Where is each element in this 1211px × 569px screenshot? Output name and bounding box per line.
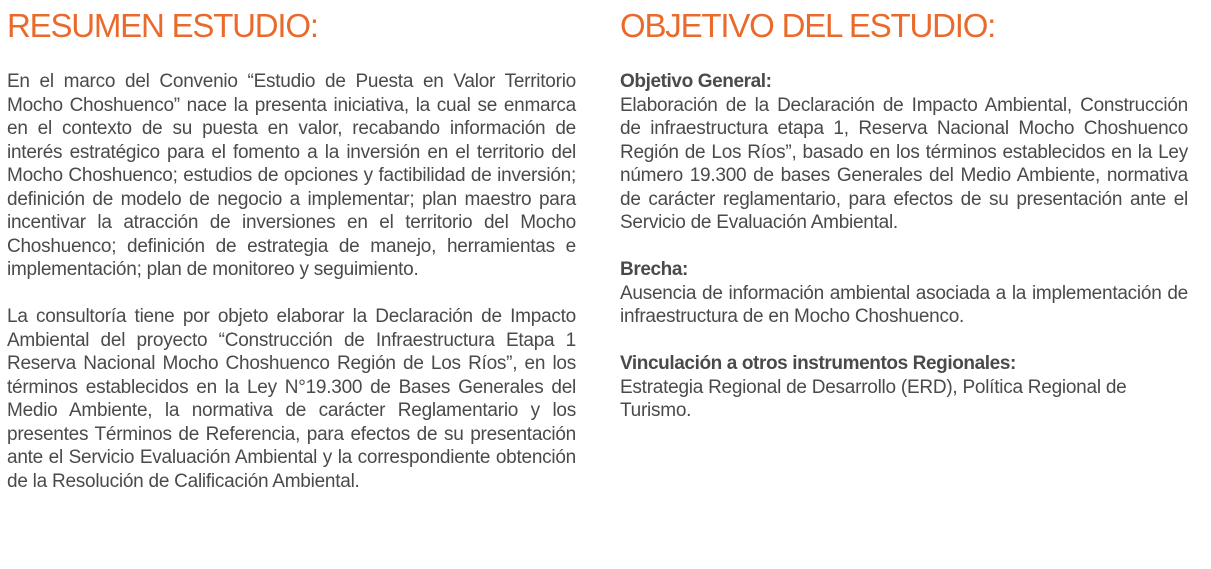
objetivo-general-label: Objetivo General:: [620, 71, 772, 92]
objetivo-estudio-heading: OBJETIVO DEL ESTUDIO:: [620, 7, 996, 44]
brecha-block: [620, 258, 1188, 329]
resumen-paragraph-2: La consultoría tiene por objeto elaborar la Declaración de Impacto Ambiental del proyecto “Construcción de Infraestructura Etapa 1 Reserva Nacional Mocho Choshuenco Región de Los Ríos”, en los términos establecidos en la Ley N°19.300 de Bases Generales del Medio Ambiente, la normativa de carácter Reglamentario y los presentes Términos de Referencia, para efectos de su presentación ante el Servicio Evaluación Ambiental y la correspondiente obtención de la Resolución de Calificación Ambiental.: [7, 306, 576, 492]
objetivo-general-text: Elaboración de la Declaración de Impacto Ambiental, Construcción de infraestructura etapa 1, Reserva Nacional Mocho Choshuenco Región de Los Ríos”, basado en los términos establecidos en la Ley número 19.300 de bases Generales del Medio Ambiente, normativa de carácter reglamentario, para efectos de su presentación ante el Servicio de Evaluación Ambiental.: [620, 94, 1188, 233]
objetivo-general-block: [620, 70, 1188, 235]
resumen-estudio-section: [7, 0, 576, 493]
brecha-text: Ausencia de información ambiental asociada a la implementación de infraestructura de en Mocho Choshuenco.: [620, 282, 1188, 327]
brecha-label: Brecha:: [620, 259, 688, 280]
resumen-paragraph-1: En el marco del Convenio “Estudio de Puesta en Valor Territorio Mocho Choshuenco” nace la presenta iniciativa, la cual se enmarca en el contexto de su puesta en valor, recabando información de interés estratégico para el fomento a la inversión en el territorio del Mocho Choshuenco; estudios de opciones y factibilidad de inversión; definición de modelo de negocio a implementar; plan maestro para incentivar la atracción de inversiones en el territorio del Mocho Choshuenco; definición de estrategia de manejo, herramientas e implementación; plan de monitoreo y seguimiento.: [7, 71, 576, 280]
vinculacion-block: [620, 352, 1188, 423]
resumen-estudio-heading: RESUMEN ESTUDIO:: [7, 7, 318, 44]
objetivo-estudio-section: [620, 0, 1188, 423]
vinculacion-text: Estrategia Regional de Desarrollo (ERD), Política Regional de Turismo.: [620, 376, 1127, 421]
vinculacion-label: Vinculación a otros instrumentos Regionales:: [620, 353, 1016, 374]
